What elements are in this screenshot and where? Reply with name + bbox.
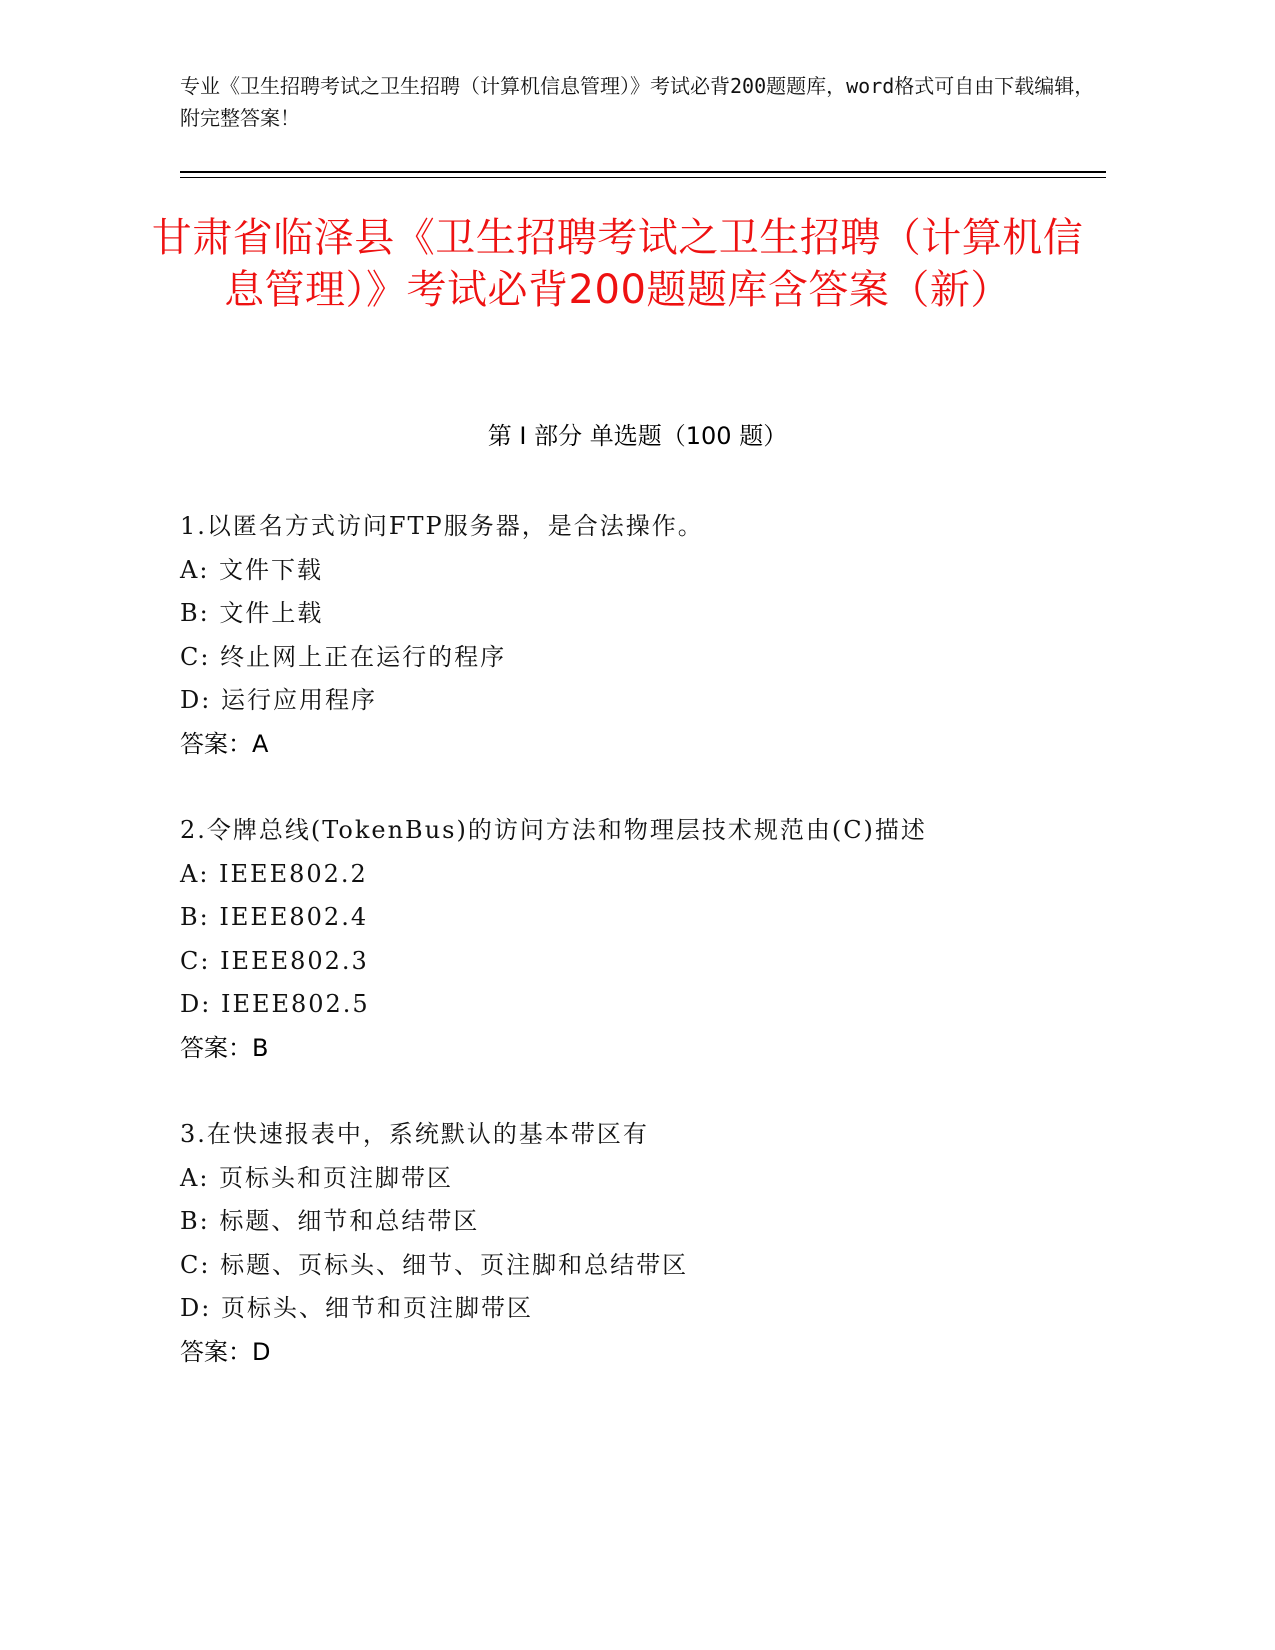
option-c: C: 标题、页标头、细节、页注脚和总结带区 — [180, 1250, 689, 1279]
option-b: B: IEEE802.4 — [180, 903, 369, 931]
header-divider-thick — [180, 171, 1106, 173]
question-stem: 1.以匿名方式访问FTP服务器，是合法操作。 — [180, 512, 704, 540]
option-a: A: IEEE802.2 — [180, 859, 368, 888]
question-list — [180, 505, 1110, 1417]
question-3 — [180, 1113, 1110, 1374]
question-1 — [180, 505, 1110, 766]
option-b: B: 标题、细节和总结带区 — [180, 1207, 480, 1235]
option-c: C: IEEE802.3 — [180, 946, 369, 975]
section-title: 第 I 部分 单选题（100 题） — [487, 422, 788, 450]
answer-line: 答案：D — [180, 1337, 271, 1366]
option-d: D: 运行应用程序 — [180, 686, 377, 714]
option-a: A: 文件下载 — [180, 555, 324, 584]
option-d: D: 页标头、细节和页注脚带区 — [180, 1294, 533, 1322]
option-a: A: 页标头和页注脚带区 — [180, 1163, 454, 1192]
option-c: C: 终止网上正在运行的程序 — [180, 642, 507, 671]
question-stem: 3.在快速报表中，系统默认的基本带区有 — [180, 1120, 649, 1148]
document-title: 甘肃省临泽县《卫生招聘考试之卫生招聘（计算机信息管理）》考试必背200题题库含答案（新） — [151, 215, 1084, 313]
question-stem: 2.令牌总线(TokenBus)的访问方法和物理层技术规范由(C)描述 — [180, 816, 927, 844]
header-note: 专业《卫生招聘考试之卫生招聘（计算机信息管理）》考试必背200题题库，word格式可自由下载编辑，附完整答案！ — [180, 74, 1095, 130]
option-d: D: IEEE802.5 — [180, 990, 370, 1018]
answer-line: 答案：A — [180, 729, 269, 758]
answer-line: 答案：B — [180, 1033, 269, 1062]
option-b: B: 文件上载 — [180, 599, 324, 627]
question-2 — [180, 809, 1110, 1070]
header-divider-thin — [180, 177, 1106, 178]
